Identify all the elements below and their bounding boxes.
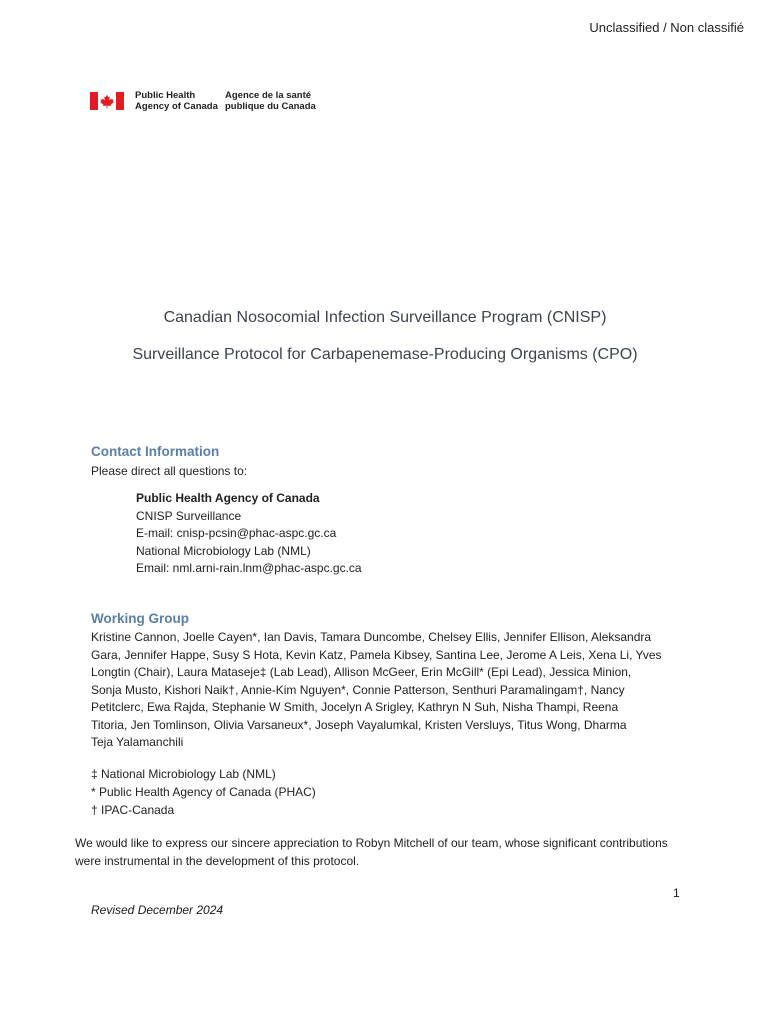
acknowledgement: We would like to express our sincere appreciation to Robyn Mitchell of our team, whose significant contributions were instrumental in the development of this protocol. bbox=[75, 836, 668, 868]
note-nml: ‡ National Microbiology Lab (NML) bbox=[91, 767, 276, 781]
working-group-members bbox=[91, 629, 681, 752]
logo-text-english: Public Health Agency of Canada bbox=[135, 90, 218, 112]
contact-email-cnisp: E-mail: cnisp-pcsin@phac-aspc.gc.ca bbox=[136, 526, 337, 541]
note-phac: * Public Health Agency of Canada (PHAC) bbox=[91, 785, 316, 799]
member-line: Petitclerc, Ewa Rajda, Stephanie W Smith, Jocelyn A Srigley, Kathryn N Suh, Nisha Thampi, Reena bbox=[91, 700, 619, 714]
contact-heading: Contact Information bbox=[91, 444, 220, 459]
note-ipac: † IPAC-Canada bbox=[91, 803, 175, 817]
contact-lab: National Microbiology Lab (NML) bbox=[136, 543, 311, 558]
classification-label: Unclassified / Non classifié bbox=[589, 20, 744, 35]
working-group-heading: Working Group bbox=[91, 611, 189, 626]
phac-logo bbox=[90, 90, 316, 112]
member-line: Gara, Jennifer Happe, Susy S Hota, Kevin Katz, Pamela Kibsey, Santina Lee, Jerome A Leis, Xena Li, Yves bbox=[91, 647, 662, 662]
member-line: Teja Yalamanchili bbox=[91, 735, 184, 749]
member-line: Kristine Cannon, Joelle Cayen*, Ian Davis, Tamara Duncombe, Chelsey Ellis, Jennifer Ellison, Aleksandra bbox=[91, 630, 652, 644]
member-line: Longtin (Chair), Laura Mataseje‡ (Lab Lead), Allison McGeer, Erin McGill* (Epi Lead), Jessica Minion, bbox=[91, 665, 632, 679]
canada-flag-icon bbox=[90, 92, 124, 110]
contact-unit: CNISP Surveillance bbox=[136, 508, 242, 523]
program-title: Canadian Nosocomial Infection Surveillance Program (CNISP) bbox=[163, 309, 607, 326]
protocol-title: Surveillance Protocol for Carbapenemase-Producing Organisms (CPO) bbox=[132, 346, 638, 363]
logo-text-french: Agence de la santé publique du Canada bbox=[225, 90, 316, 112]
footnote-legend bbox=[91, 766, 316, 820]
contact-organization: Public Health Agency of Canada bbox=[136, 491, 320, 505]
page-number: 1 bbox=[673, 886, 680, 900]
revised-date: Revised December 2024 bbox=[91, 903, 224, 917]
member-line: Sonja Musto, Kishori Naik†, Annie-Kim Nguyen*, Connie Patterson, Senthuri Paramalingam†, Nancy bbox=[91, 682, 625, 697]
contact-email-nml: Email: nml.arni-rain.lnm@phac-aspc.gc.ca bbox=[136, 561, 362, 576]
contact-intro: Please direct all questions to: bbox=[91, 464, 248, 478]
member-line: Titoria, Jen Tomlinson, Olivia Varsaneux*, Joseph Vayalumkal, Kristen Versluys, Titus Wong, Dharma bbox=[91, 717, 627, 732]
contact-block bbox=[136, 490, 362, 578]
